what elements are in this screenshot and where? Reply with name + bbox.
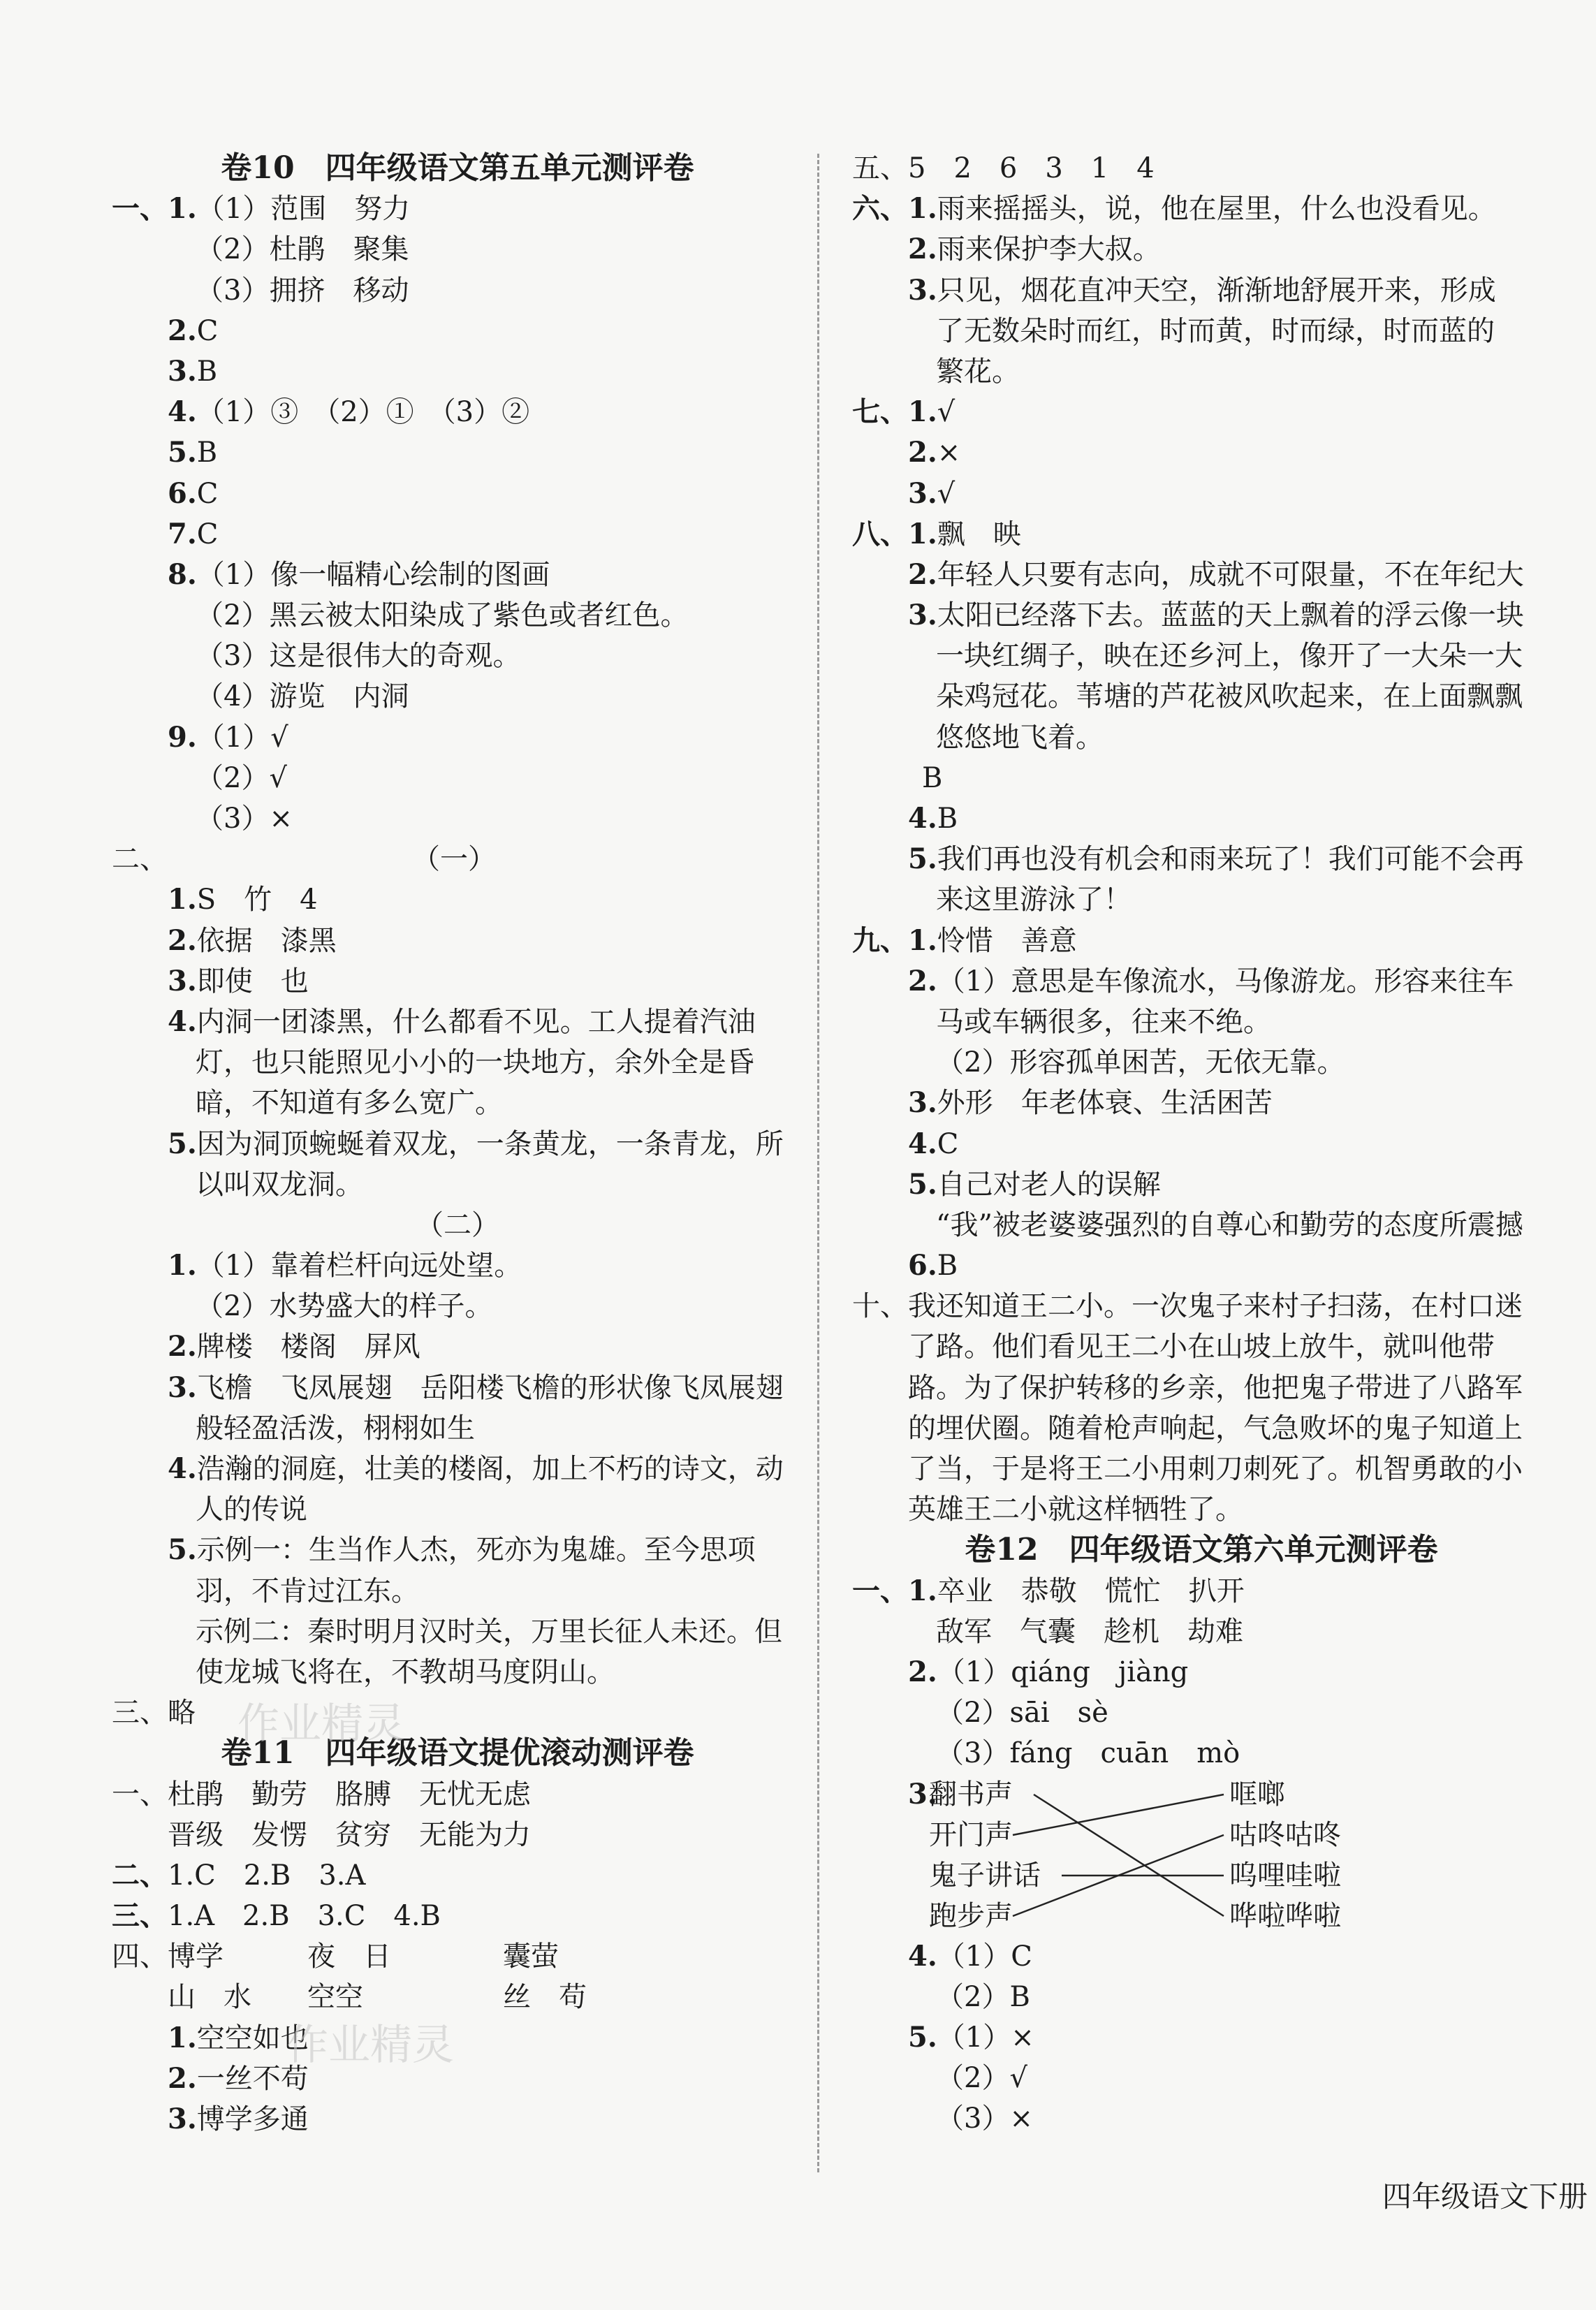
subsection-heading: （一） (412, 843, 496, 876)
answer-line (112, 1977, 803, 2017)
answer-line (112, 351, 803, 392)
question-number: 3. (168, 2103, 197, 2135)
left-column (112, 148, 803, 2140)
answer-text: 年轻人只要有志向，成就不可限量，不在年纪大 (937, 558, 1524, 591)
answer-text: 敌军 气囊 趁机 劫难 (936, 1615, 1243, 1648)
answer-text: （3）× (196, 803, 293, 835)
answer-line (112, 1896, 803, 1936)
answer-text: （2）sāi sè (936, 1697, 1108, 1730)
answer-text: 卒业 恭敬 慌忙 扒开 (937, 1574, 1245, 1607)
question-number: 2. (908, 964, 937, 997)
match-left-item: 翻书声 (929, 1778, 1013, 1811)
matching-question (852, 1774, 1551, 1936)
answer-line (852, 961, 1551, 1002)
question-number: 5. (908, 842, 937, 876)
answer-text: （2）黑云被太阳染成了紫色或者红色。 (196, 599, 689, 632)
match-left-item: 开门声 (929, 1818, 1013, 1851)
question-number: 1. (168, 1249, 197, 1282)
answer-text: 人的传说 (196, 1493, 307, 1526)
question-number: 1. (168, 883, 197, 916)
answer-text: （1）像一幅精心绘制的图画 (196, 558, 550, 591)
answer-text: （4）游览 内洞 (196, 680, 409, 713)
question-number: 4. (908, 1127, 937, 1160)
answer-line (852, 839, 1551, 879)
answer-line (112, 1449, 803, 1489)
answer-text: C (196, 477, 219, 510)
question-number: 2. (908, 557, 937, 591)
answer-line (112, 717, 803, 758)
question-number: 一、1. (852, 1574, 937, 1607)
answer-text: C (937, 1127, 959, 1160)
answer-line (112, 758, 803, 798)
answer-line (852, 148, 1551, 189)
answer-text: （1）qiáng jiàng (937, 1655, 1189, 1688)
section-heading (112, 839, 803, 879)
answer-line (112, 311, 803, 351)
answer-line (852, 676, 1551, 717)
answer-text: 一丝不苟 (196, 2062, 309, 2095)
answer-text: 路。为了保护转移的乡亲，他把鬼子带进了八路军 (908, 1371, 1523, 1404)
answer-text: 博学多通 (196, 2103, 309, 2135)
question-number: 7. (168, 517, 197, 550)
answer-text: 空空如也 (196, 2022, 309, 2054)
question-number: 2. (908, 1655, 937, 1688)
answer-line (852, 1286, 1551, 1326)
answer-line (112, 1408, 803, 1449)
answer-line (112, 921, 803, 961)
question-number: 六、1. (852, 192, 937, 226)
question-number: 3. (908, 476, 937, 510)
answer-text: 牌楼 楼阁 屏风 (196, 1331, 420, 1364)
answer-line (112, 270, 803, 311)
right-column (852, 148, 1551, 2139)
answer-text: （1）√ (196, 721, 288, 754)
answer-line (852, 1571, 1551, 1611)
answer-line (852, 1124, 1551, 1164)
answer-text: 悠悠地飞着。 (936, 721, 1104, 754)
answer-text: 示例二：秦时明月汉时关，万里长征人未还。但 (196, 1615, 782, 1648)
answer-line (112, 676, 803, 717)
answer-line (852, 514, 1551, 555)
question-number: 七、1. (852, 395, 937, 429)
answer-text: （1）C (937, 1940, 1032, 1973)
answer-line (112, 432, 803, 473)
answer-line (852, 1368, 1551, 1408)
answer-text: （1）× (937, 2021, 1034, 2054)
answer-line (852, 2058, 1551, 2098)
question-number: 八、1. (852, 517, 937, 550)
answer-text: 1.C 2.B 3.A (168, 1859, 366, 1892)
answer-line (852, 1489, 1551, 1530)
answer-text: 晋级 发愣 贫穷 无能为力 (168, 1818, 531, 1851)
answer-text: B (196, 355, 218, 388)
answer-line (112, 2018, 803, 2059)
answer-line (112, 1002, 803, 1042)
answer-line (112, 1286, 803, 1326)
answer-text: 一块红绸子，映在还乡河上，像开了一大朵一大 (936, 640, 1523, 673)
question-number: 2. (908, 436, 937, 469)
answer-text: B (937, 1250, 958, 1282)
question-number: 3. (908, 1777, 937, 1811)
answer-text: （3）× (936, 2103, 1033, 2135)
question-number: 6. (168, 476, 197, 510)
answer-line (112, 1611, 803, 1652)
answer-text: 雨来保护李大叔。 (937, 233, 1161, 266)
answer-text: 四、博学 夜 日 囊萤 (112, 1940, 559, 1973)
answer-text: 了路。他们看见王二小在山坡上放牛，就叫他带 (908, 1331, 1495, 1364)
answer-text: （2）√ (936, 2062, 1027, 2095)
question-number: 5. (168, 436, 197, 469)
answer-text: 使龙城飞将在，不教胡马度阴山。 (196, 1655, 615, 1688)
answer-text: C (196, 518, 219, 550)
answer-line (112, 1652, 803, 1693)
question-number: 3. (168, 964, 197, 997)
answer-line (112, 1245, 803, 1286)
answer-text: 般轻盈活泼，栩栩如生 (196, 1412, 475, 1445)
answer-line (852, 555, 1551, 595)
answer-text: 羽，不肯过江东。 (196, 1574, 419, 1607)
answer-line (112, 798, 803, 839)
answer-text: 暗，不知道有多么宽广。 (196, 1087, 503, 1120)
answer-line (852, 717, 1551, 758)
answer-text: C (196, 314, 219, 347)
answer-text: 三、略 (112, 1697, 196, 1730)
column-divider (817, 154, 819, 2172)
answer-text: 即使 也 (196, 965, 309, 997)
question-number: 3. (908, 1086, 937, 1120)
answer-text: “我”被老婆婆强烈的自尊心和勤劳的态度所震撼 (936, 1208, 1523, 1241)
answer-text: 我们再也没有机会和雨来玩了！我们可能不会再 (937, 843, 1524, 876)
answer-text: 灯，也只能照见小小的一块地方，余外全是昏 (196, 1046, 754, 1079)
watermark: 作业精灵 (286, 2021, 454, 2070)
question-number: 2. (168, 1330, 197, 1364)
answer-text: 了无数朵时而红，时而黄，时而绿，时而蓝的 (936, 314, 1495, 347)
answer-text: 1.A 2.B 3.C 4.B (168, 1900, 441, 1933)
answer-line (112, 229, 803, 270)
answer-text: 太阳已经落下去。蓝蓝的天上飘着的浮云像一块 (937, 599, 1524, 632)
question-number: 9. (168, 720, 197, 754)
question-number: 九、1. (852, 923, 937, 957)
answer-text: （1）靠着栏杆向远处望。 (196, 1250, 522, 1282)
answer-line (112, 1042, 803, 1083)
answer-text: √ (937, 477, 956, 510)
answer-text: 示例一：生当作人杰，死亦为鬼雄。至今思项 (196, 1534, 756, 1567)
answer-line (852, 1042, 1551, 1083)
answer-line (112, 1530, 803, 1570)
answer-text: （2）√ (196, 761, 287, 794)
question-number: 二、 (112, 1858, 168, 1892)
answer-text: （3）这是很伟大的奇观。 (196, 640, 521, 673)
question-number: 2. (908, 233, 937, 266)
answer-line (852, 392, 1551, 432)
answer-text: （2）水势盛大的样子。 (196, 1290, 493, 1323)
question-number: 3. (908, 273, 937, 307)
answer-text: 雨来摇摇头，说，他在屋里，什么也没看见。 (937, 193, 1496, 226)
question-number: 一、1. (112, 192, 197, 226)
watermark: 作业精灵 (237, 1699, 405, 1748)
answer-text: 一、杜鹃 勤劳 胳膊 无忧无虑 (112, 1778, 531, 1811)
answer-line (112, 1936, 803, 1977)
answer-line (852, 1449, 1551, 1489)
answer-text: （2）形容孤单困苦，无依无靠。 (936, 1046, 1345, 1079)
question-number: 4. (168, 1452, 197, 1485)
answer-text: （1）意思是车像流水，马像游龙。形容来往车 (937, 965, 1514, 997)
answer-line (852, 270, 1551, 311)
answer-text: 飞檐 飞凤展翅 岳阳楼飞檐的形状像飞凤展翅 (196, 1371, 784, 1404)
answer-text: （3）fáng cuān mò (936, 1737, 1240, 1770)
answer-line (852, 351, 1551, 392)
question-number: 5. (908, 1167, 937, 1201)
question-number: 5. (168, 1533, 197, 1567)
answer-line (112, 474, 803, 514)
match-right-item: 哗啦哗啦 (1229, 1899, 1341, 1932)
answer-line (852, 1693, 1551, 1733)
answer-line (112, 1368, 803, 1408)
answer-text: 只见，烟花直冲天空，渐渐地舒展开来，形成 (937, 274, 1496, 307)
answer-text: 以叫双龙洞。 (196, 1168, 363, 1201)
match-left-item: 跑步声 (929, 1899, 1013, 1932)
answer-text: 飘 映 (937, 518, 1021, 550)
answer-line (852, 1002, 1551, 1042)
answer-text: 来这里游泳了！ (936, 884, 1132, 916)
answer-text: B (196, 437, 218, 469)
answer-line (112, 1489, 803, 1530)
answer-line (852, 474, 1551, 514)
answer-line (852, 1408, 1551, 1449)
section-number: 二、 (112, 843, 168, 876)
answer-line (852, 595, 1551, 636)
question-number: 2. (168, 2061, 197, 2095)
answer-text: （3）拥挤 移动 (196, 274, 409, 307)
answer-line (852, 432, 1551, 473)
question-number: 4. (908, 1939, 937, 1973)
section-title: 卷10 四年级语文第五单元测评卷 (221, 150, 694, 186)
question-number: 4. (168, 1004, 197, 1038)
answer-text: 朵鸡冠花。苇塘的芦花被风吹起来，在上面飘飘 (936, 680, 1523, 713)
answer-line (112, 595, 803, 636)
answer-text: √ (937, 396, 956, 429)
question-number: 2. (168, 923, 197, 957)
answer-text: 英雄王二小就这样牺牲了。 (908, 1493, 1243, 1526)
match-right-item: 呜哩哇啦 (1229, 1859, 1341, 1892)
answer-line (852, 636, 1551, 676)
answer-line (112, 879, 803, 920)
answer-text: 马或车辆很多，往来不绝。 (936, 1005, 1271, 1038)
answer-line (112, 1693, 803, 1733)
answer-line (112, 1815, 803, 1855)
answer-line (852, 879, 1551, 920)
answer-text: B (937, 803, 958, 835)
answer-line (112, 1855, 803, 1896)
answer-text: （2）B (936, 1980, 1030, 2013)
answer-line (852, 229, 1551, 270)
match-left-item: 鬼子讲话 (929, 1859, 1041, 1892)
answer-text: 内洞一团漆黑，什么都看不见。工人提着汽油 (196, 1005, 756, 1038)
answer-text: 了当，于是将王二小用刺刀刺死了。机智勇敢的小 (908, 1453, 1523, 1485)
answer-text: B (922, 761, 943, 794)
question-number: 4. (168, 395, 197, 429)
answer-text: 怜惜 善意 (937, 924, 1077, 957)
answer-text: （1）③ （2）① （3）② (196, 396, 530, 429)
answer-text: 浩瀚的洞庭，壮美的楼阁，加上不朽的诗文，动 (196, 1453, 784, 1485)
answer-line (852, 1245, 1551, 1286)
answer-text: 自己对老人的误解 (937, 1168, 1161, 1201)
question-number: 3. (168, 1370, 197, 1404)
answer-line (852, 1977, 1551, 2017)
answer-line (112, 189, 803, 229)
match-right-item: 咕咚咕咚 (1229, 1818, 1341, 1851)
answer-line (112, 1571, 803, 1611)
answer-line (852, 1205, 1551, 1245)
question-number: 8. (168, 557, 197, 591)
question-number: 3. (908, 599, 937, 632)
answer-line (852, 1733, 1551, 1774)
answer-line (852, 2098, 1551, 2139)
answer-line (852, 1164, 1551, 1205)
answer-line (112, 2059, 803, 2099)
answer-text: 依据 漆黑 (196, 924, 337, 957)
answer-line (852, 2017, 1551, 2058)
question-number: 6. (908, 1249, 937, 1282)
answer-line (112, 1326, 803, 1367)
question-number: 5. (908, 2020, 937, 2054)
answer-line (852, 758, 1551, 798)
question-number: 5. (168, 1127, 197, 1160)
section-title: 卷11 四年级语文提优滚动测评卷 (221, 1735, 694, 1771)
question-number: 2. (168, 314, 197, 347)
answer-text: S 竹 4 (196, 884, 318, 916)
matching-lines (852, 1774, 1551, 1936)
question-number: 4. (908, 802, 937, 835)
answer-line (852, 1326, 1551, 1367)
answer-line (852, 189, 1551, 229)
answer-line (852, 921, 1551, 961)
section-title: 卷12 四年级语文第六单元测评卷 (965, 1532, 1438, 1568)
answer-line (112, 1124, 803, 1164)
answer-line (852, 1083, 1551, 1123)
answer-line (852, 1652, 1551, 1693)
answer-line (852, 1611, 1551, 1652)
answer-text: 十、我还知道王二小。一次鬼子来村子扫荡，在村口迷 (852, 1290, 1523, 1323)
answer-text: 繁花。 (936, 355, 1020, 388)
answer-text: 因为洞顶蜿蜒着双龙，一条黄龙，一条青龙，所 (196, 1127, 784, 1160)
answer-line (112, 1774, 803, 1815)
answer-line (112, 1083, 803, 1123)
answer-line (112, 1164, 803, 1205)
subsection-heading: （二） (416, 1208, 499, 1241)
answer-text: 的埋伏圈。随着枪声响起，气急败坏的鬼子知道上 (908, 1412, 1523, 1445)
answer-line (112, 555, 803, 595)
answer-text: × (937, 437, 961, 469)
match-right-item: 哐啷 (1229, 1778, 1285, 1811)
answer-line (112, 2099, 803, 2140)
answer-line (852, 1936, 1551, 1977)
answer-line (112, 392, 803, 432)
question-number: 1. (168, 2021, 197, 2054)
answer-line (112, 514, 803, 555)
answer-text: 五、5 2 6 3 1 4 (852, 152, 1155, 184)
answer-text: 外形 年老体衰、生活困苦 (937, 1087, 1273, 1120)
answer-line (852, 798, 1551, 839)
answer-line (852, 311, 1551, 351)
answer-text: （1）范围 努力 (196, 193, 411, 226)
answer-line (112, 961, 803, 1002)
question-number: 三、 (112, 1899, 168, 1933)
page-footer: 四年级语文下册 (1382, 2179, 1588, 2214)
answer-text: 山 水 空空 丝 苟 (168, 1981, 587, 2014)
answer-text: （2）杜鹃 聚集 (196, 233, 409, 266)
answer-line (112, 636, 803, 676)
question-number: 3. (168, 354, 197, 388)
